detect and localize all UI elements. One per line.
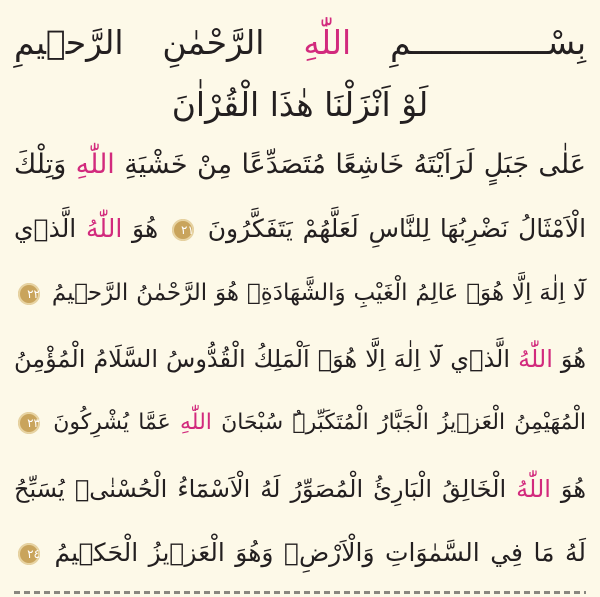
line-2-text-b: هُوَ bbox=[132, 214, 159, 243]
text-line-6 bbox=[14, 466, 586, 512]
line-2-text-c: الَّذ۪ي bbox=[14, 214, 77, 243]
line-1-text-a: عَلٰى جَبَلٍ لَرَاَيْتَهُ خَاشِعًا مُتَصَدِّعًا مِنْ خَشْيَةِ bbox=[124, 149, 586, 180]
line-4-text-b: الَّذ۪ي لَٓا اِلٰهَ اِلَّا هُوَۚ اَلْمَلِكُ الْقُدُّوسُ السَّلَامُ الْمُؤْمِنُ bbox=[14, 345, 511, 373]
line-2-text-a: الْاَمْثَالُ نَضْرِبُهَا لِلنَّاسِ لَعَلَّهُمْ يَتَفَكَّرُونَ bbox=[207, 214, 587, 243]
basmala-line bbox=[14, 20, 586, 66]
line-5-allah: اللّٰهِ bbox=[179, 410, 212, 435]
line-1-text-b: وَتِلْكَ bbox=[14, 149, 67, 180]
basmala-allah: اللّٰهِ bbox=[303, 23, 352, 62]
line-5-text-b: عَمَّا يُشْرِكُونَ bbox=[53, 410, 171, 435]
basmala-text-1: بِسْــــــــــــــمِ bbox=[390, 23, 586, 62]
line-4-text-a: هُوَ bbox=[560, 345, 586, 373]
ayah-marker-21: ٢١ bbox=[172, 219, 194, 241]
ayah-marker-24: ٢٤ bbox=[18, 543, 40, 565]
text-line-5 bbox=[14, 400, 586, 446]
text-line-3 bbox=[14, 270, 586, 316]
line-5-text-a: الْمُهَيْمِنُ الْعَز۪يزُ الْجَبَّارُ الْمُتَكَبِّرُۜ سُبْحَانَ bbox=[221, 410, 587, 435]
line-6-text-a: هُوَ bbox=[560, 475, 586, 503]
verse-heading bbox=[14, 82, 586, 128]
text-line-4 bbox=[14, 336, 586, 382]
line-2-allah: اللّٰهُ bbox=[86, 214, 123, 243]
ayah-marker-22: ٢٢ bbox=[18, 283, 40, 305]
line-6-text-b: الْخَالِقُ الْبَارِئُ الْمُصَوِّرُ لَهُ الْاَسْمَٓاءُ الْحُسْنٰىۜ يُسَبِّحُ bbox=[14, 475, 507, 503]
line-7-text-a: لَهُ مَا فِي السَّمٰوَاتِ وَالْاَرْضِۚ وَهُوَ الْعَز۪يزُ الْحَك۪يمُ bbox=[54, 538, 586, 567]
text-line-7 bbox=[14, 530, 586, 576]
basmala-text-2: الرَّحْمٰنِ الرَّح۪يمِ bbox=[14, 23, 265, 62]
text-line-2 bbox=[14, 206, 586, 252]
ayah-marker-23: ٢٣ bbox=[18, 412, 40, 434]
line-6-allah: اللّٰهُ bbox=[516, 475, 551, 503]
line-1-allah: اللّٰهِ bbox=[75, 149, 115, 180]
line-3-text-a: لَٓا اِلٰهَ اِلَّا هُوَۚ عَالِمُ الْغَيْبِ وَالشَّهَادَةِۚ هُوَ الرَّحْمٰنُ الرَّح۪يمُ bbox=[51, 280, 586, 306]
bottom-divider bbox=[14, 591, 586, 594]
text-line-1 bbox=[14, 142, 586, 188]
line-4-allah: اللّٰهُ bbox=[518, 345, 553, 373]
heading-text: لَوْ اَنْزَلْنَا هٰذَا الْقُرْاٰنَ bbox=[171, 85, 429, 124]
